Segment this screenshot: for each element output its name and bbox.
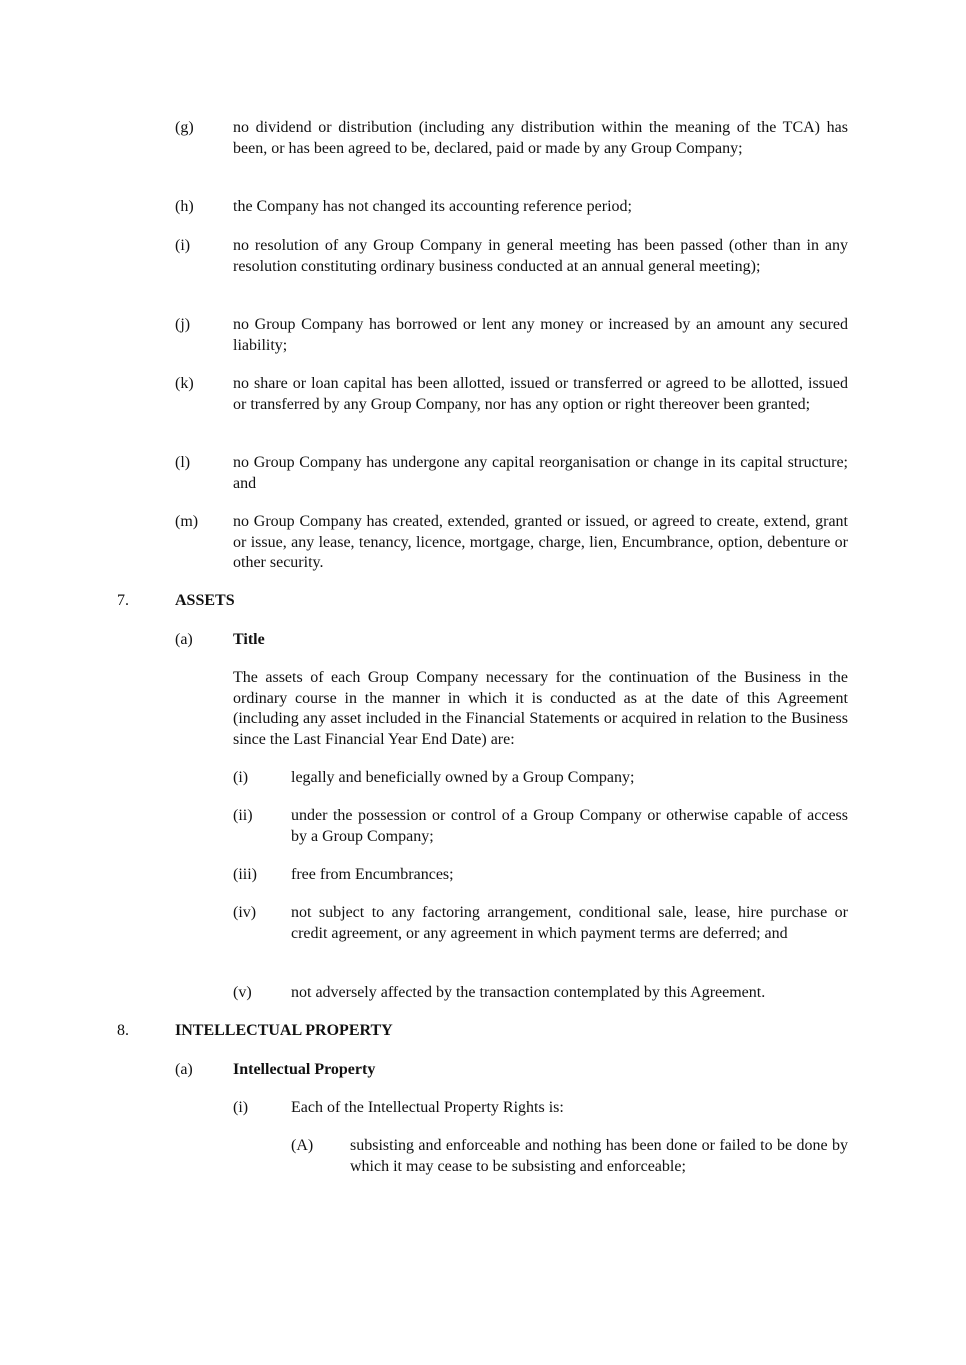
clause-text: no dividend or distribution (including any distribution within the meaning of the TCA) has been, or has been agreed to be, declared, paid or made by any Group Company;: [233, 119, 848, 157]
clause-label: (g): [175, 119, 194, 136]
section-title: INTELLECTUAL PROPERTY: [175, 1022, 393, 1039]
assets-intro-paragraph: The assets of each Group Company necessary for the continuation of the Business in the ordinary course in the manner in which it is conducted as at the date of this Agreement (including any asset included in the Financial Statements or acquired in relation to the Business since the Last Financial Year End Date) are:: [233, 669, 848, 748]
clause-text: no Group Company has undergone any capital reorganisation or change in its capital structure; and: [233, 454, 848, 492]
item-label: (iv): [233, 904, 257, 921]
clause-label: (h): [175, 198, 194, 215]
clause-text: the Company has not changed its accounting reference period;: [233, 198, 632, 215]
subsection-title: Intellectual Property: [233, 1061, 376, 1078]
item-label: (ii): [233, 807, 253, 824]
subsection-label: (a): [175, 1061, 193, 1078]
item-text: not adversely affected by the transaction contemplated by this Agreement.: [291, 984, 766, 1001]
subsection-label: (a): [175, 631, 193, 648]
clause-label: (l): [175, 454, 191, 471]
section-number: 8.: [117, 1022, 129, 1039]
item-text: not subject to any factoring arrangement, conditional sale, lease, hire purchase or credit agreement, or any agreement in which payment terms are deferred; and: [291, 904, 848, 942]
clause-label: (j): [175, 316, 191, 333]
item-text: Each of the Intellectual Property Rights is:: [291, 1099, 564, 1116]
section-title: ASSETS: [175, 592, 235, 609]
clause-text: no share or loan capital has been allotted, issued or transferred or agreed to be allotted, issued or transferred by any Group Company, nor has any option or right thereover been granted;: [233, 375, 848, 413]
clause-label: (m): [175, 513, 199, 530]
subsection-title: Title: [233, 631, 265, 648]
item-label: (i): [233, 1099, 249, 1116]
clause-text: no resolution of any Group Company in general meeting has been passed (other than in any resolution constituting ordinary business conducted at an annual general meeting);: [233, 237, 848, 275]
item-label: (A): [291, 1137, 314, 1154]
item-label: (i): [233, 769, 249, 786]
section-number: 7.: [117, 592, 129, 609]
clause-text: no Group Company has created, extended, granted or issued, or agreed to create, extend, grant or issue, any lease, tenancy, licence, mortgage, charge, lien, Encumbrance, option, debenture or other security.: [233, 513, 848, 571]
item-text: free from Encumbrances;: [291, 866, 454, 883]
clause-label: (i): [175, 237, 191, 254]
item-text: under the possession or control of a Group Company or otherwise capable of access by a Group Company;: [291, 807, 848, 845]
item-text: subsisting and enforceable and nothing has been done or failed to be done by which it may cease to be subsisting and enforceable;: [350, 1137, 848, 1175]
clause-label: (k): [175, 375, 194, 392]
item-label: (iii): [233, 866, 257, 883]
clause-text: no Group Company has borrowed or lent any money or increased by an amount any secured liability;: [233, 316, 848, 354]
item-text: legally and beneficially owned by a Group Company;: [291, 769, 635, 786]
item-label: (v): [233, 984, 252, 1001]
